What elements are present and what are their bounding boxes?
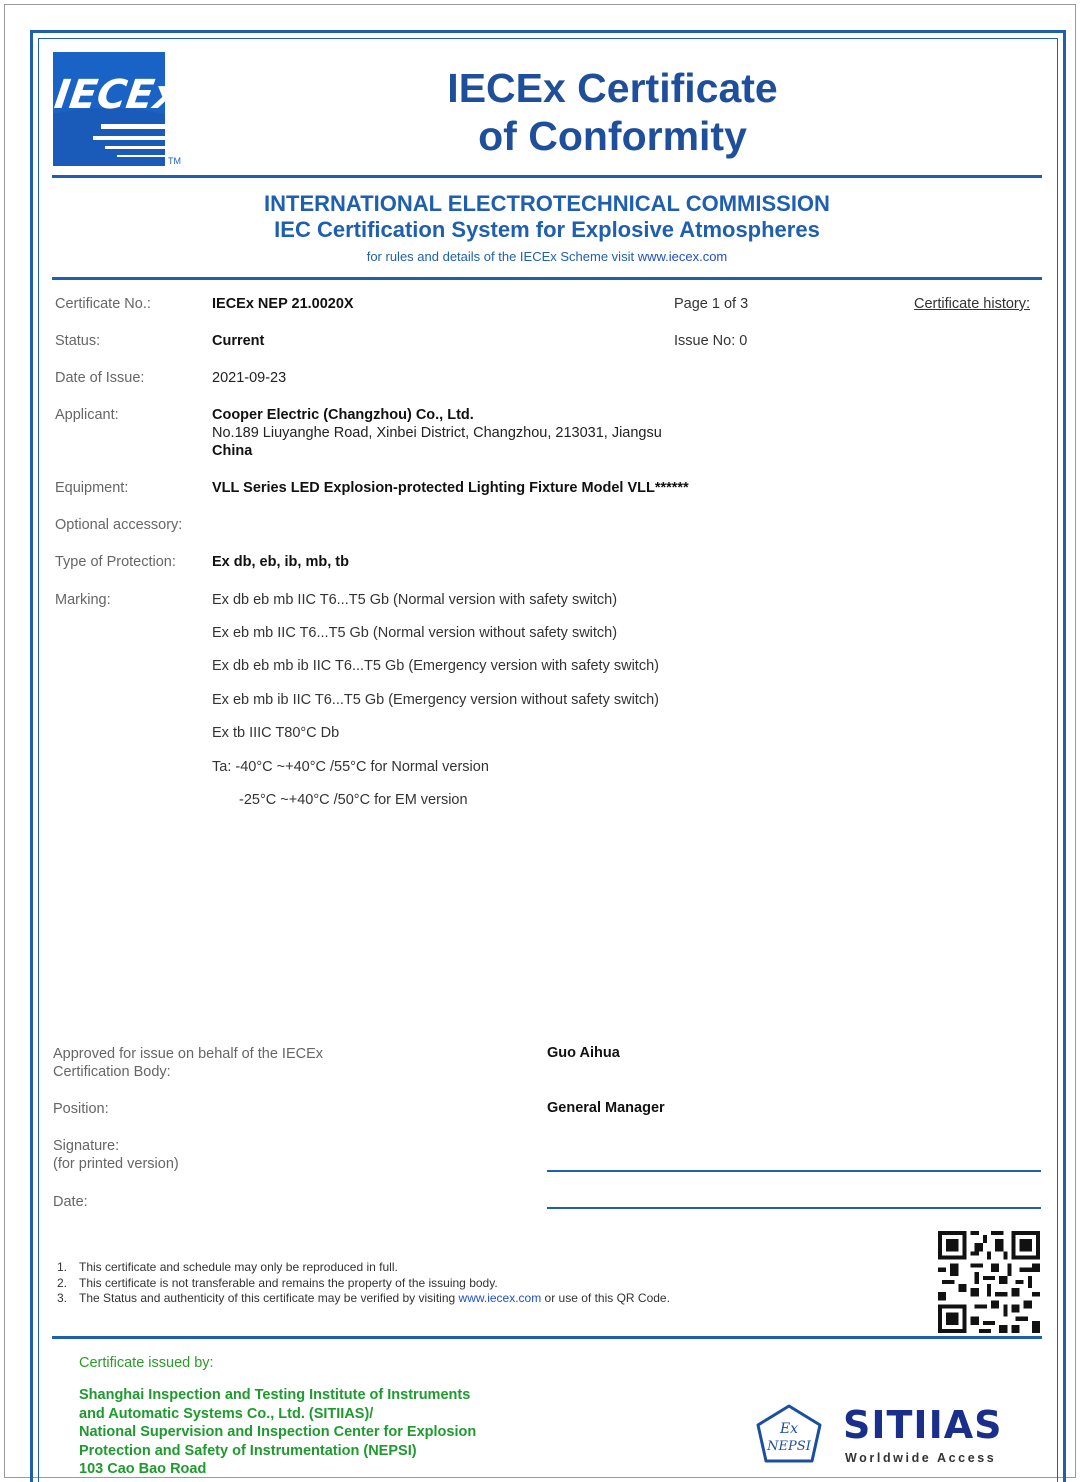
nepsi-logo-ex: Ex bbox=[779, 1421, 799, 1437]
issued-by-label: Certificate issued by: bbox=[79, 1355, 214, 1371]
signature-label-line2: (for printed version) bbox=[53, 1156, 179, 1172]
marking-line: Ex tb IIIC T80°C Db bbox=[212, 725, 340, 741]
signature-label-line1: Signature: bbox=[53, 1138, 120, 1154]
rules-line bbox=[40, 249, 1054, 264]
date-of-issue-value: 2021-09-23 bbox=[212, 370, 287, 386]
page-title-line1: IECEx Certificate bbox=[447, 65, 778, 111]
certificate-history-link[interactable]: Certificate history: bbox=[914, 296, 1031, 312]
marking-line: Ex db eb mb ib IIC T6...T5 Gb (Emergency version with safety switch) bbox=[212, 658, 659, 674]
applicant-country: China bbox=[212, 443, 253, 459]
approved-label-line1: Approved for issue on behalf of the IECEx bbox=[53, 1046, 324, 1062]
equipment-label: Equipment: bbox=[55, 480, 129, 496]
date-line bbox=[547, 1207, 1041, 1209]
divider bbox=[52, 175, 1042, 178]
cert-no-label: Certificate No.: bbox=[55, 296, 151, 312]
footnote-item bbox=[57, 1276, 670, 1292]
iecex-logo-text: IECEx bbox=[51, 72, 183, 118]
rules-text: for rules and details of the IECEx Scheme visit bbox=[366, 249, 638, 264]
status-label: Status: bbox=[55, 333, 101, 349]
page-title-line2: of Conformity bbox=[478, 113, 747, 159]
sitiias-tagline: Worldwide Access bbox=[845, 1451, 997, 1465]
issue-no: Issue No: 0 bbox=[674, 333, 748, 349]
sitiias-logo bbox=[843, 1403, 1018, 1473]
iecex-website-link[interactable]: www.iecex.com bbox=[637, 249, 728, 264]
issuer-line: and Automatic Systems Co., Ltd. (SITIIAS)/ bbox=[79, 1405, 374, 1422]
footnote-text: This certificate and schedule may only be reproduced in full. bbox=[79, 1260, 398, 1274]
signature-label bbox=[53, 1137, 179, 1173]
approved-label bbox=[53, 1045, 323, 1081]
nepsi-logo-text: NEPSI bbox=[767, 1439, 811, 1454]
applicant-name: Cooper Electric (Changzhou) Co., Ltd. bbox=[212, 407, 474, 423]
verify-link[interactable]: www.iecex.com bbox=[458, 1291, 542, 1305]
status-value: Current bbox=[212, 333, 265, 349]
cert-no-value: IECEx NEP 21.0020X bbox=[212, 296, 354, 312]
issuer-line: National Supervision and Inspection Center for Explosion bbox=[79, 1424, 477, 1440]
approver-name: Guo Aihua bbox=[547, 1045, 620, 1061]
marking-line: Ta: -40°C ~+40°C /55°C for Normal version bbox=[212, 759, 489, 775]
equipment-value: VLL Series LED Explosion-protected Lighting Fixture Model VLL****** bbox=[212, 480, 689, 496]
footnote-text: or use of this QR Code. bbox=[541, 1291, 670, 1305]
page-indicator: Page 1 of 3 bbox=[674, 296, 749, 312]
signature-line bbox=[547, 1170, 1041, 1172]
divider bbox=[52, 277, 1042, 280]
system-name: IEC Certification System for Explosive Atmospheres bbox=[274, 217, 820, 242]
approved-label-line2: Certification Body: bbox=[53, 1064, 171, 1080]
footnote-number: 2. bbox=[57, 1275, 68, 1290]
marking-label: Marking: bbox=[55, 592, 111, 608]
trademark-mark: TM bbox=[168, 156, 181, 166]
marking-line: -25°C ~+40°C /50°C for EM version bbox=[239, 792, 468, 808]
position-label: Position: bbox=[53, 1101, 109, 1117]
applicant-address: No.189 Liuyanghe Road, Xinbei District, Changzhou, 213031, Jiangsu bbox=[212, 425, 662, 441]
divider bbox=[52, 1336, 1042, 1339]
qr-code[interactable] bbox=[938, 1231, 1040, 1333]
marking-line: Ex db eb mb IIC T6...T5 Gb (Normal version with safety switch) bbox=[212, 592, 618, 608]
footnote-item bbox=[57, 1291, 670, 1307]
date-of-issue-label: Date of Issue: bbox=[55, 370, 145, 386]
issuer-line: 103 Cao Bao Road bbox=[79, 1461, 207, 1477]
footnote-text: The Status and authenticity of this certificate may be verified by visiting bbox=[79, 1291, 459, 1305]
applicant-label: Applicant: bbox=[55, 407, 119, 423]
issuer-line: Protection and Safety of Instrumentation (NEPSI) bbox=[79, 1442, 417, 1459]
footnote-text: This certificate is not transferable and remains the property of the issuing body. bbox=[79, 1275, 498, 1290]
commission-name: INTERNATIONAL ELECTROTECHNICAL COMMISSION bbox=[264, 191, 830, 216]
nepsi-logo bbox=[754, 1403, 824, 1468]
marking-line: Ex eb mb IIC T6...T5 Gb (Normal version without safety switch) bbox=[212, 625, 618, 641]
sitiias-logo-text: SITIIAS bbox=[843, 1403, 1003, 1447]
footnote-item bbox=[57, 1260, 670, 1276]
footnotes bbox=[57, 1260, 670, 1307]
position-value: General Manager bbox=[547, 1100, 665, 1116]
footnote-number: 3. bbox=[57, 1291, 68, 1305]
protection-type-label: Type of Protection: bbox=[55, 554, 176, 570]
issuer-line: Shanghai Inspection and Testing Institute of Instruments bbox=[79, 1387, 471, 1403]
marking-line: Ex eb mb ib IIC T6...T5 Gb (Emergency version without safety switch) bbox=[212, 692, 659, 708]
protection-type-value: Ex db, eb, ib, mb, tb bbox=[212, 554, 349, 570]
issuer-details bbox=[79, 1386, 476, 1479]
footnote-number: 1. bbox=[57, 1260, 68, 1274]
optional-accessory-label: Optional accessory: bbox=[55, 517, 183, 533]
date-label: Date: bbox=[53, 1194, 88, 1210]
